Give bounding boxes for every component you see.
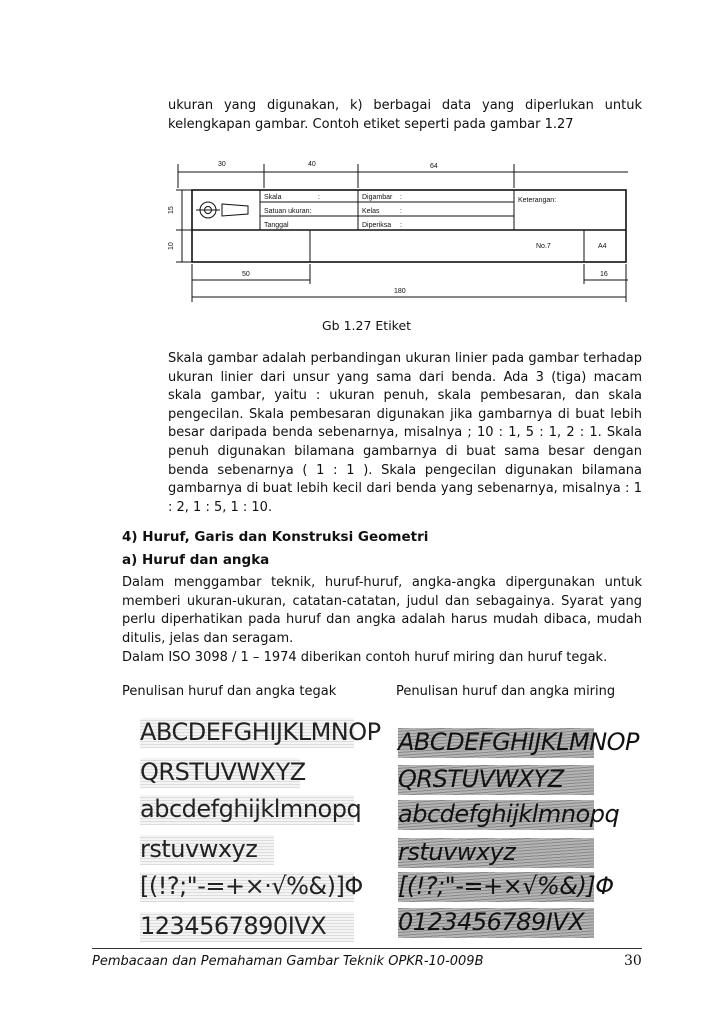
sub-heading: a) Huruf dan angka — [122, 552, 270, 568]
label-satuan: Satuan ukuran: — [264, 208, 312, 215]
footer-divider — [92, 948, 642, 949]
dim-30: 30 — [218, 161, 226, 168]
sample-italic-symbols: [(!?;"-=+×√%&)]Φ — [398, 872, 614, 900]
label-keterangan: Keterangan: — [518, 197, 557, 204]
label-tanggal: Tanggal — [264, 222, 289, 229]
colon-1: : — [318, 194, 320, 201]
sample-italic-lowercase-1: abcdefghijklmnopq — [398, 800, 620, 828]
scale-paragraph: Skala gambar adalah perbandingan ukuran linier pada gambar terhadap ukuran linier dari unsur yang sama dari benda. Ada 3 (tiga) macam skala gambar, yaitu : ukuran penuh, skala pembesaran, dan skala pengecilan. Skala pembesaran digunakan jika gambarnya di buat lebih besar daripada benda sebenarnya, misalnya ; 10 : 1, 5 : 1, 2 : 1. Skala penuh digunakan bilamana gambarnya di buat sama besar dengan benda sebenarnya ( 1 : 1 ). Skala pengecilan digunakan bilamana gambarnya di buat lebih kecil dari benda yang sebenarnya, misalnya : 1 : 2, 1 : 5, 1 : 10. — [168, 351, 642, 515]
sample-upright-lowercase-2: rstuvwxyz — [140, 835, 274, 865]
dim-10: 10 — [168, 242, 175, 250]
label-a4: A4 — [598, 243, 607, 250]
sample-upright-symbols: [(!?;"-=+×·√%&)]Φ — [140, 872, 363, 900]
colon-3: : — [400, 208, 402, 215]
dim-15: 15 — [168, 206, 175, 214]
page-number: 30 — [624, 953, 642, 969]
label-no: No.7 — [536, 243, 551, 250]
label-diperiksa: Diperiksa — [362, 222, 392, 229]
intro-paragraph: ukuran yang digunakan, k) berbagai data yang diperlukan untuk kelengkapan gambar. Contoh etiket seperti pada gambar 1.27 — [168, 98, 642, 132]
label-kelas: Kelas — [362, 208, 380, 215]
label-digambar: Digambar — [362, 194, 393, 201]
sample-upright-numbers: 1234567890IVX — [140, 912, 354, 942]
etiket-figure — [168, 152, 630, 310]
dim-16: 16 — [600, 271, 608, 278]
label-miring: Penulisan huruf dan angka miring — [396, 684, 616, 699]
sample-italic-uppercase-1: ABCDEFGHIJKLMNOP — [398, 728, 640, 756]
dim-50: 50 — [242, 271, 250, 278]
label-tegak: Penulisan huruf dan angka tegak — [122, 684, 337, 699]
sample-italic-lowercase-2: rstuvwxyz — [398, 838, 594, 868]
colon-2: : — [400, 194, 402, 201]
dim-64: 64 — [430, 163, 438, 170]
label-skala: Skala — [264, 194, 282, 201]
figure-caption: Gb 1.27 Etiket — [322, 318, 412, 333]
iso-line: Dalam ISO 3098 / 1 – 1974 diberikan contoh huruf miring dan huruf tegak. — [122, 650, 608, 665]
sample-upright-lowercase-1: abcdefghijklmnopq — [140, 795, 362, 823]
huruf-paragraph: Dalam menggambar teknik, huruf-huruf, angka-angka dipergunakan untuk memberi ukuran-ukuran, catatan-catatan, judul dan sebagainya. Syarat yang perlu diperhatikan pada huruf dan angka adalah harus mudah dibaca, mudah ditulis, jelas dan seragam. — [122, 575, 642, 646]
colon-4: : — [400, 222, 402, 229]
sample-italic-numbers: 0123456789IVX — [398, 908, 594, 938]
sample-italic-uppercase-2: QRSTUVWXYZ — [398, 765, 594, 795]
section-heading: 4) Huruf, Garis dan Konstruksi Geometri — [122, 529, 429, 545]
dim-180: 180 — [394, 288, 406, 295]
sample-upright-uppercase-1: ABCDEFGHIJKLMNOP — [140, 718, 381, 746]
footer-title: Pembacaan dan Pemahaman Gambar Teknik OPKR-10-009B — [92, 954, 484, 969]
dim-40: 40 — [308, 161, 316, 168]
sample-upright-uppercase-2: QRSTUVWXYZ — [140, 758, 306, 786]
